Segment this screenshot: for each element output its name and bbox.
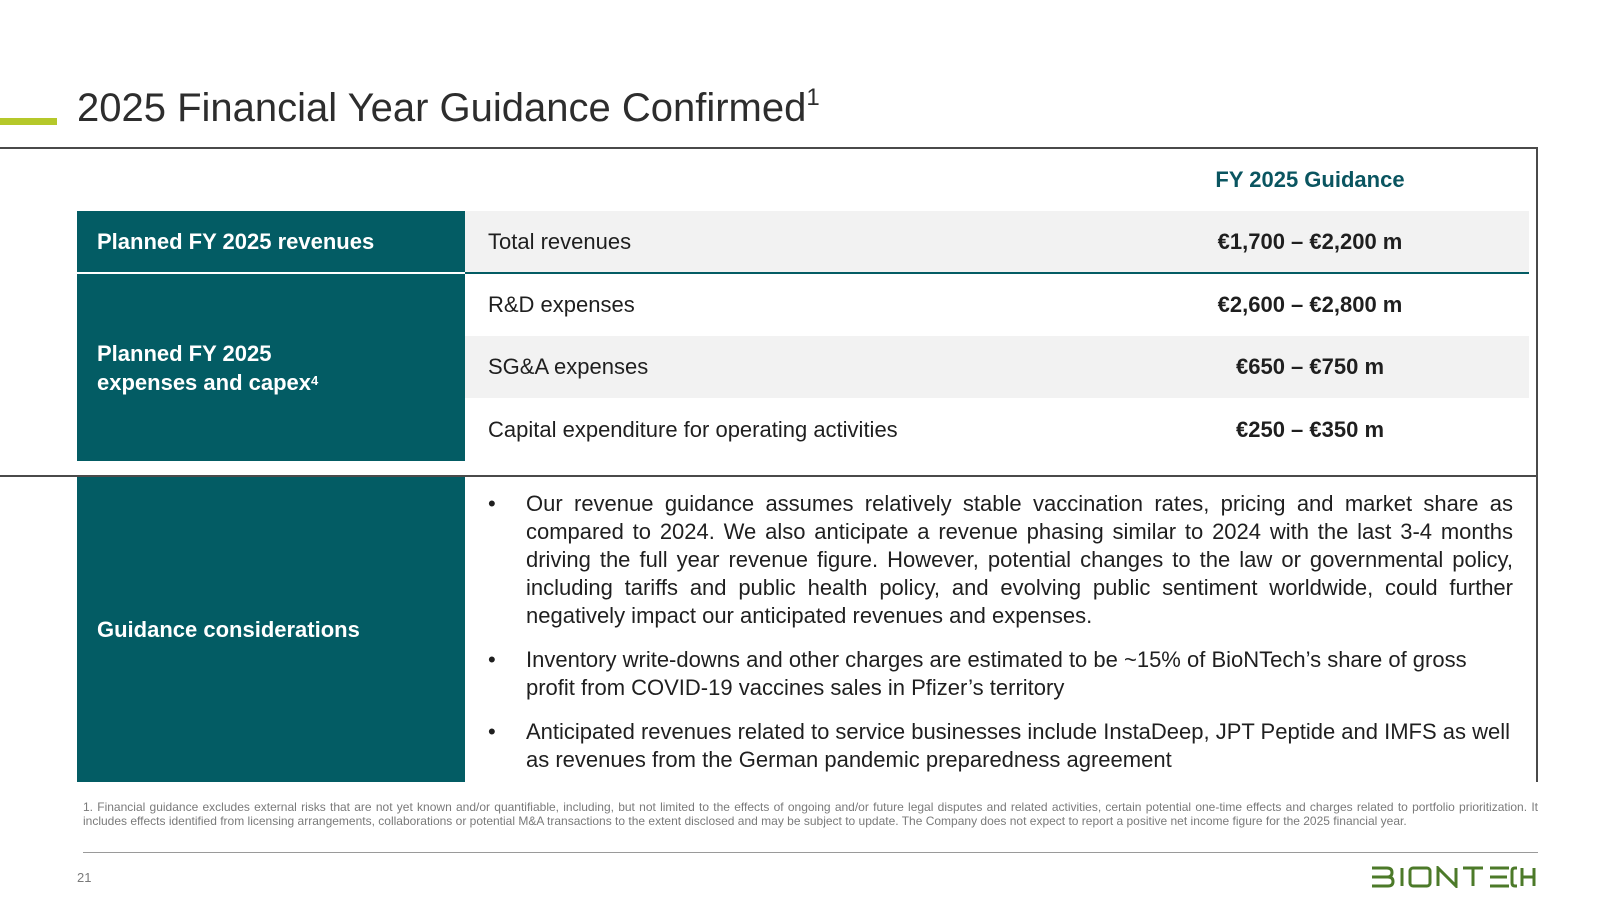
row-value-sga-expenses: €650 – €750 m <box>1235 354 1385 379</box>
considerations-list <box>488 490 1513 790</box>
title-footnote-ref: 1 <box>806 84 820 111</box>
page-title: 2025 Financial Year Guidance Confirmed$^1$ <box>77 84 820 130</box>
table-row <box>465 398 1529 461</box>
table-top-border <box>0 147 1537 149</box>
label-guidance-considerations: Guidance considerations <box>77 477 465 782</box>
footer-rule <box>83 852 1538 853</box>
row-item-capex: Capital expenditure for operating activities <box>488 416 898 442</box>
row-value-total-revenues: €1,700 – €2,200 m <box>1217 228 1403 254</box>
list-item: • Anticipated revenues related to service businesses include InstaDeep, JPT Peptide and IMFS as well as revenues from the German pandemic preparedness agreement <box>488 719 1511 772</box>
row-item-rd-expenses: R&D expenses <box>488 292 635 317</box>
table-row <box>465 211 1529 272</box>
list-item: • Inventory write-downs and other charges are estimated to be ~15% of BioNTech’s share of gross profit from COVID-19 vaccines sales in Pfizer’s territory <box>488 647 1467 700</box>
biontech-logo <box>1370 866 1536 893</box>
label-revenues: Planned FY 2025 revenues <box>77 211 465 272</box>
table-row <box>465 336 1529 398</box>
footnote: 1. Financial guidance excludes external risks that are not yet known and/or quantifiable, including, but not limited to the effects of ongoing and/or future legal disputes and related activities, certain potential one-time effects and charges related to portfolio prioritization. It includes effects identified from licensing arrangements, collaborations or potential M&A transactions to the extent disclosed and may be subject to update. The Company does not expect to report a positive net income figure for the 2025 financial year. <box>83 800 1538 828</box>
bullet-marker: • <box>488 491 496 516</box>
title-accent-bar <box>0 118 57 125</box>
label-expenses-footnote-ref: 4 <box>311 372 319 388</box>
table-right-border <box>1536 147 1538 782</box>
row-item-sga-expenses: SG&A expenses <box>488 354 649 379</box>
list-item: • Our revenue guidance assumes relatively stable vaccination rates, pricing and market share as compared to 2024. We also anticipate a revenue phasing similar to 2024 with the last 3-4 months driving the full year revenue figure. However, potential changes to the law or governmental policy, including tariffs and public health policy, and evolving public sentiment worldwide, could further negatively impact our anticipated revenues and expenses. <box>488 491 1513 628</box>
row-value-capex: €250 – €350 m <box>1235 416 1385 442</box>
row-item-total-revenues: Total revenues <box>488 228 632 254</box>
label-expenses-line2: expenses and capex$^4$ <box>97 369 319 395</box>
column-header-guidance: FY 2025 Guidance <box>1215 167 1405 192</box>
row-value-rd-expenses: €2,600 – €2,800 m <box>1217 292 1403 317</box>
page-number: 21 <box>77 870 92 885</box>
bullet-marker: • <box>488 719 496 744</box>
table-row <box>465 274 1529 336</box>
label-expenses-capex <box>77 274 465 461</box>
bullet-marker: • <box>488 647 496 672</box>
label-expenses-line1: Planned FY 2025 <box>97 340 272 366</box>
